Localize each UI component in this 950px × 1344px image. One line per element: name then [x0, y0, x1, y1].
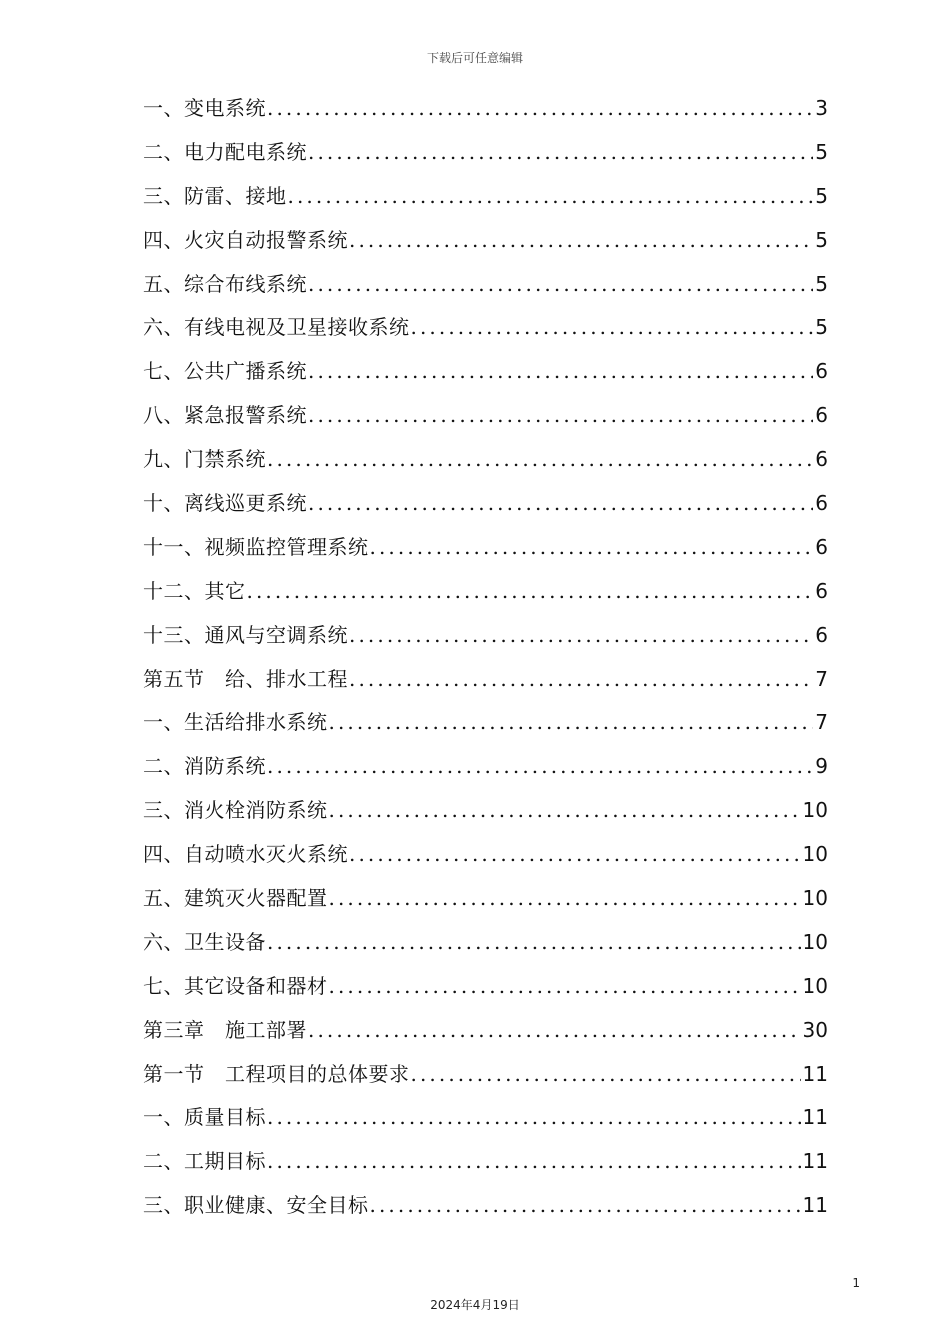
toc-entry[interactable] [143, 1009, 828, 1053]
toc-dot-leader [410, 306, 814, 350]
page-header: 下载后可任意编辑 [426, 51, 523, 65]
toc-entry-page: 5 [815, 183, 828, 208]
toc-dot-leader [266, 438, 813, 482]
toc-entry-title: 三、消火栓消防系统 [143, 798, 328, 823]
toc-entry-title: 二、电力配电系统 [143, 139, 307, 164]
toc-entry-page: 10 [802, 842, 828, 867]
page-number: 1 [852, 1276, 860, 1290]
toc-entry-title: 六、卫生设备 [143, 929, 266, 954]
toc-dot-leader [369, 1184, 801, 1228]
toc-dot-leader [369, 526, 814, 570]
toc-dot-leader [348, 219, 813, 263]
toc-entry-page: 6 [815, 359, 828, 384]
toc-entry-page: 6 [815, 534, 828, 559]
toc-entry-page: 10 [802, 886, 828, 911]
toc-dot-leader [307, 131, 813, 175]
toc-entry-title: 七、其它设备和器材 [143, 973, 328, 998]
toc-entry-page: 5 [815, 227, 828, 252]
toc-entry-page: 3 [815, 96, 828, 120]
toc-entry[interactable] [143, 745, 828, 789]
toc-dot-leader [348, 658, 813, 702]
toc-entry-title: 第三章 施工部署 [143, 1017, 307, 1042]
toc-entry[interactable] [143, 131, 828, 175]
toc-entry-title: 六、有线电视及卫星接收系统 [143, 315, 410, 340]
toc-dot-leader [328, 789, 801, 833]
toc-dot-leader [307, 394, 813, 438]
toc-entry-title: 三、职业健康、安全目标 [143, 1193, 369, 1218]
toc-entry-page: 11 [802, 1061, 828, 1086]
toc-entry[interactable] [143, 1053, 828, 1097]
toc-entry-title: 三、防雷、接地 [143, 183, 287, 208]
toc-entry-page: 6 [815, 447, 828, 472]
toc-entry[interactable] [143, 438, 828, 482]
toc-entry[interactable] [143, 175, 828, 219]
toc-entry-page: 9 [815, 754, 828, 779]
page-footer-date: 2024年4月19日 [430, 1298, 520, 1312]
toc-entry[interactable] [143, 526, 828, 570]
toc-entry[interactable] [143, 306, 828, 350]
toc-entry[interactable] [143, 701, 828, 745]
toc-entry-page: 5 [815, 315, 828, 340]
toc-entry[interactable] [143, 350, 828, 394]
toc-entry-title: 五、综合布线系统 [143, 271, 307, 296]
toc-entry[interactable] [143, 965, 828, 1009]
toc-dot-leader [307, 482, 813, 526]
toc-dot-leader [410, 1053, 801, 1097]
toc-entry-page: 6 [815, 578, 828, 603]
toc-entry[interactable] [143, 263, 828, 307]
toc-entry-title: 七、公共广播系统 [143, 359, 307, 384]
toc-entry-title: 十一、视频监控管理系统 [143, 534, 369, 559]
toc-dot-leader [307, 263, 813, 307]
toc-entry[interactable] [143, 921, 828, 965]
toc-entry-title: 一、变电系统 [143, 96, 266, 120]
toc-entry-page: 11 [802, 1149, 828, 1174]
toc-entry-page: 5 [815, 139, 828, 164]
toc-entry-title: 第五节 给、排水工程 [143, 666, 348, 691]
toc-dot-leader [348, 614, 813, 658]
toc-dot-leader [246, 570, 814, 614]
toc-entry-page: 10 [802, 929, 828, 954]
toc-dot-leader [266, 1140, 801, 1184]
toc-entry[interactable] [143, 1140, 828, 1184]
toc-dot-leader [348, 833, 801, 877]
toc-entry-title: 九、门禁系统 [143, 447, 266, 472]
toc-entry[interactable] [143, 1096, 828, 1140]
toc-dot-leader [266, 1096, 801, 1140]
toc-entry[interactable] [143, 1184, 828, 1228]
toc-entry[interactable] [143, 482, 828, 526]
toc-entry[interactable] [143, 833, 828, 877]
toc-entry[interactable] [143, 87, 828, 131]
toc-entry-title: 十、离线巡更系统 [143, 491, 307, 516]
toc-entry-page: 11 [802, 1105, 828, 1130]
toc-entry-page: 6 [815, 491, 828, 516]
toc-entry-title: 一、生活给排水系统 [143, 710, 328, 735]
toc-entry-page: 30 [802, 1017, 828, 1042]
toc-entry-title: 二、消防系统 [143, 754, 266, 779]
toc-entry-page: 6 [815, 622, 828, 647]
toc-dot-leader [266, 745, 813, 789]
toc-entry-title: 十二、其它 [143, 578, 246, 603]
toc-entry-page: 10 [802, 973, 828, 998]
toc-entry-title: 五、建筑灭火器配置 [143, 886, 328, 911]
toc-entry-page: 10 [802, 798, 828, 823]
toc-entry[interactable] [143, 394, 828, 438]
toc-entry[interactable] [143, 570, 828, 614]
toc-dot-leader [328, 877, 801, 921]
toc-entry-title: 八、紧急报警系统 [143, 403, 307, 428]
toc-dot-leader [287, 175, 814, 219]
toc-dot-leader [266, 87, 813, 131]
toc-dot-leader [266, 921, 801, 965]
toc-entry[interactable] [143, 614, 828, 658]
toc-entry-page: 5 [815, 271, 828, 296]
toc-entry-page: 7 [815, 666, 828, 691]
toc-entry[interactable] [143, 877, 828, 921]
toc-entry[interactable] [143, 219, 828, 263]
toc-entry-title: 一、质量目标 [143, 1105, 266, 1130]
toc-entry-title: 二、工期目标 [143, 1149, 266, 1174]
toc-entry-page: 7 [815, 710, 828, 735]
toc-entry-title: 第一节 工程项目的总体要求 [143, 1061, 410, 1086]
toc-entry[interactable] [143, 789, 828, 833]
toc-dot-leader [328, 701, 814, 745]
toc-entry-title: 四、火灾自动报警系统 [143, 227, 348, 252]
toc-entry-title: 四、自动喷水灭火系统 [143, 842, 348, 867]
toc-entry[interactable] [143, 658, 828, 702]
toc-entry-page: 11 [802, 1193, 828, 1218]
toc-dot-leader [307, 1009, 801, 1053]
toc-dot-leader [328, 965, 801, 1009]
toc-entry-page: 6 [815, 403, 828, 428]
toc-dot-leader [307, 350, 813, 394]
table-of-contents [143, 87, 828, 1228]
toc-entry-title: 十三、通风与空调系统 [143, 622, 348, 647]
